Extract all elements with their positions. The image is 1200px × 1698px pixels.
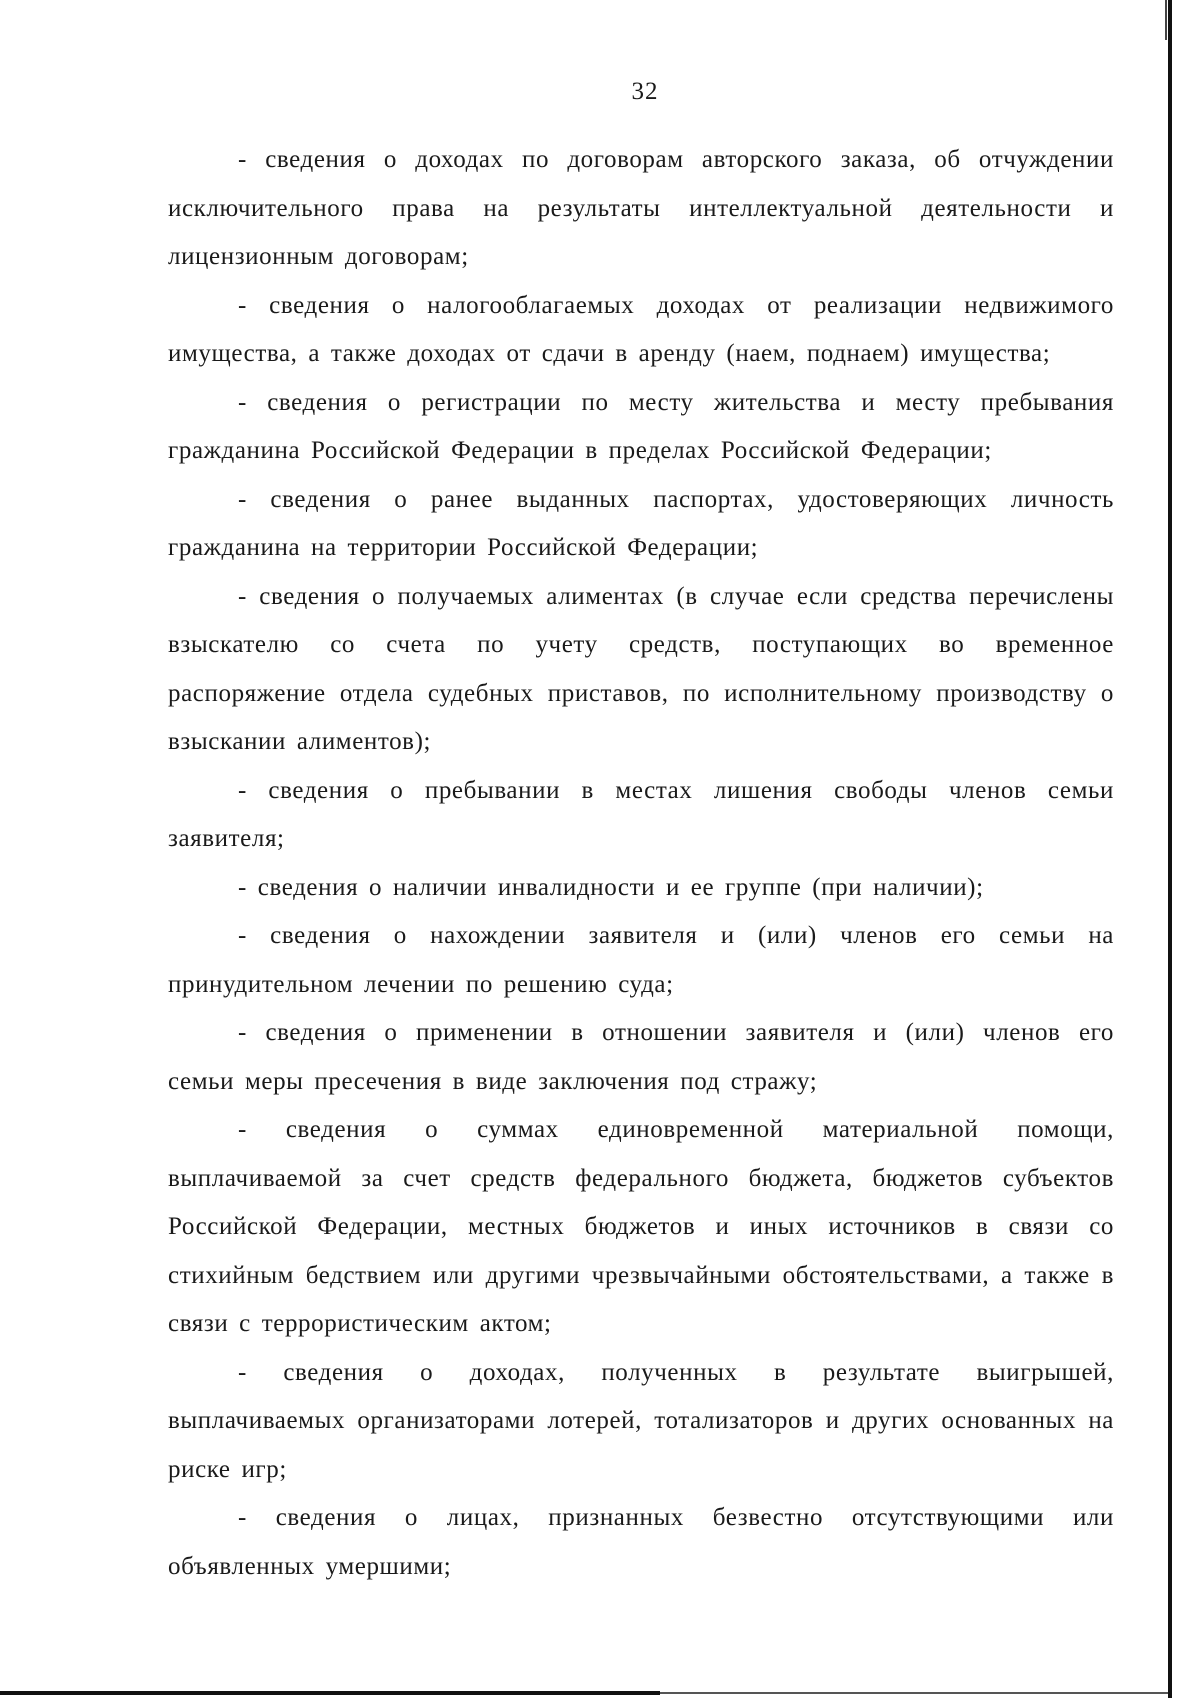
scan-edge-bottom-faint (660, 1692, 1168, 1694)
scan-edge-right-mark (1165, 0, 1167, 40)
paragraph-disability: - сведения о наличии инвалидности и ее группе (при наличии); (238, 873, 984, 901)
paragraph-missing-persons: - сведения о лицах, признанных безвестно отсутствующими или объявленных умершими; (168, 1504, 1114, 1580)
paragraph-alimony: - сведения о получаемых алиментах (в случае если средства перечислены взыскателю со счета по учету средств, поступающих во временное распоряжение отдела судебных приставов, по исполнительному производству о взыскании алиментов); (168, 582, 1114, 755)
scan-edge-right (1168, 0, 1172, 1698)
paragraph-lottery-income: - сведения о доходах, полученных в результате выигрышей, выплачиваемых организаторами лотерей, тотализаторов и других основанных на риске игр; (168, 1358, 1114, 1483)
paragraph-imprisonment: - сведения о пребывании в местах лишения свободы членов семьи заявителя; (168, 776, 1114, 852)
document-body (168, 136, 1114, 1591)
paragraph-real-estate-income: - сведения о налогооблагаемых доходах от реализации недвижимого имущества, а также доходах от сдачи в аренду (наем, поднаем) имущества; (168, 291, 1114, 367)
paragraph-custody: - сведения о применении в отношении заявителя и (или) членов его семьи меры пресечения в виде заключения под стражу; (168, 1019, 1114, 1095)
paragraph-material-aid: - сведения о суммах единовременной материальной помощи, выплачиваемой за счет средств федерального бюджета, бюджетов субъектов Российской Федерации, местных бюджетов и иных источников в связи со стихийным бедствием или другими чрезвычайными обстоятельствами, а также в связи с террористическим актом; (168, 1116, 1114, 1337)
paragraph-author-contracts: - сведения о доходах по договорам авторского заказа, об отчуждении исключительного права на результаты интеллектуальной деятельности и лицензионным договорам; (168, 146, 1114, 270)
paragraph-passports: - сведения о ранее выданных паспортах, удостоверяющих личность гражданина на территории Российской Федерации; (168, 485, 1114, 561)
paragraph-compulsory-treatment: - сведения о нахождении заявителя и (или) членов его семьи на принудительном лечении по решению суда; (168, 922, 1114, 998)
scan-edge-bottom (0, 1691, 660, 1695)
page-number: 32 (631, 78, 659, 105)
paragraph-registration: - сведения о регистрации по месту жительства и месту пребывания гражданина Российской Федерации в пределах Российской Федерации; (168, 388, 1114, 464)
